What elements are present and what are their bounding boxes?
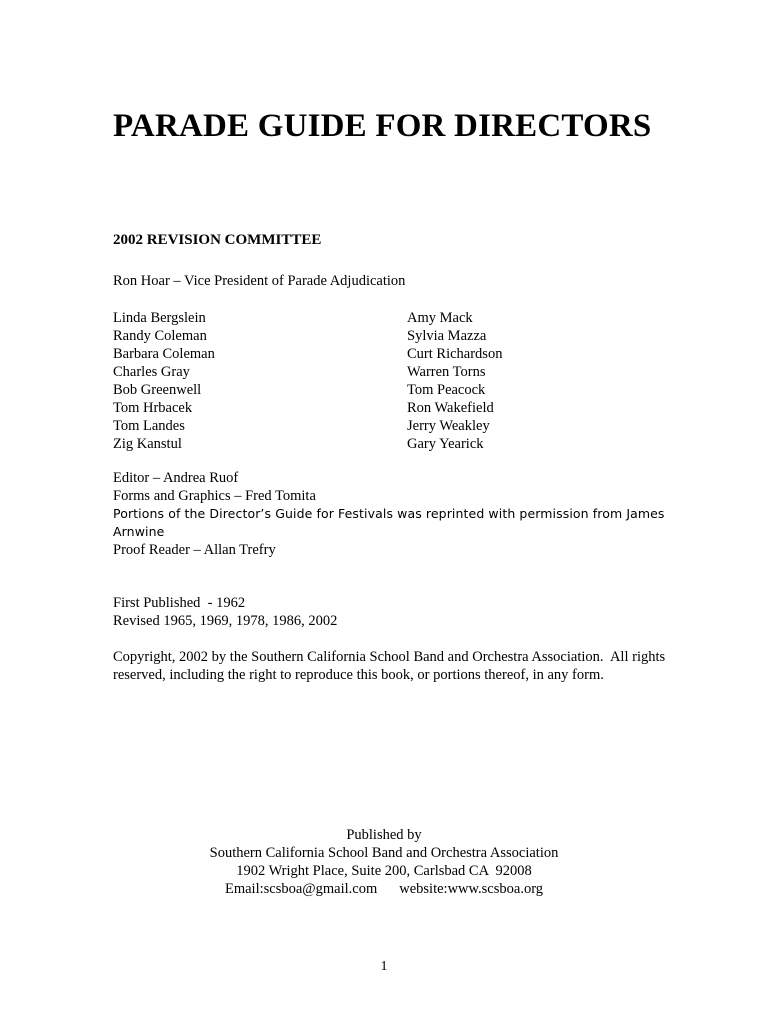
member-name: Zig Kanstul bbox=[113, 436, 182, 452]
member-name: Tom Peacock bbox=[407, 382, 486, 398]
document-title: PARADE GUIDE FOR DIRECTORS bbox=[113, 108, 652, 144]
revised-line: Revised 1965, 1969, 1978, 1986, 2002 bbox=[113, 613, 338, 629]
member-name: Randy Coleman bbox=[113, 328, 207, 344]
members-right-column bbox=[407, 309, 502, 453]
forms-graphics-line: Forms and Graphics – Fred Tomita bbox=[113, 488, 316, 504]
members-left-column bbox=[113, 309, 215, 453]
member-name: Charles Gray bbox=[113, 364, 190, 380]
member-name: Sylvia Mazza bbox=[407, 328, 487, 344]
member-name: Barbara Coleman bbox=[113, 346, 215, 362]
member-name: Bob Greenwell bbox=[113, 382, 202, 398]
member-name: Amy Mack bbox=[407, 310, 473, 326]
publisher-block bbox=[0, 826, 768, 898]
portions-line-1: Portions of the Director’s Guide for Festivals was reprinted with permission from James bbox=[113, 506, 665, 521]
member-name: Tom Landes bbox=[113, 418, 185, 434]
committee-heading: 2002 REVISION COMMITTEE bbox=[113, 232, 322, 248]
published-by-label: Published by bbox=[346, 827, 422, 843]
publication-history bbox=[113, 594, 337, 630]
editor-line: Editor – Andrea Ruof bbox=[113, 470, 239, 486]
contact-line bbox=[0, 880, 768, 898]
credits-block bbox=[113, 469, 673, 559]
copyright-notice: Copyright, 2002 by the Southern California School Band and Orchestra Association. All rights reserved, including the right to reproduce this book, or portions thereof, in any form. bbox=[113, 649, 669, 683]
member-name: Jerry Weakley bbox=[407, 418, 490, 434]
portions-line-2: Arnwine bbox=[113, 524, 165, 539]
member-name: Linda Bergslein bbox=[113, 310, 206, 326]
page-number: 1 bbox=[380, 959, 388, 974]
member-name: Warren Torns bbox=[407, 364, 486, 380]
email-text: Email:scsboa@gmail.com bbox=[224, 881, 378, 897]
member-name: Gary Yearick bbox=[407, 436, 484, 452]
website-text: website:www.scsboa.org bbox=[399, 881, 544, 897]
first-published-line: First Published - 1962 bbox=[113, 595, 246, 611]
publisher-address: 1902 Wright Place, Suite 200, Carlsbad CA 92008 bbox=[236, 863, 532, 879]
member-name: Ron Wakefield bbox=[407, 400, 494, 416]
member-name: Curt Richardson bbox=[407, 346, 503, 362]
proof-reader-line: Proof Reader – Allan Trefry bbox=[113, 542, 276, 558]
vice-president-line: Ron Hoar – Vice President of Parade Adjudication bbox=[113, 273, 406, 289]
publisher-name: Southern California School Band and Orchestra Association bbox=[209, 845, 559, 861]
member-name: Tom Hrbacek bbox=[113, 400, 193, 416]
